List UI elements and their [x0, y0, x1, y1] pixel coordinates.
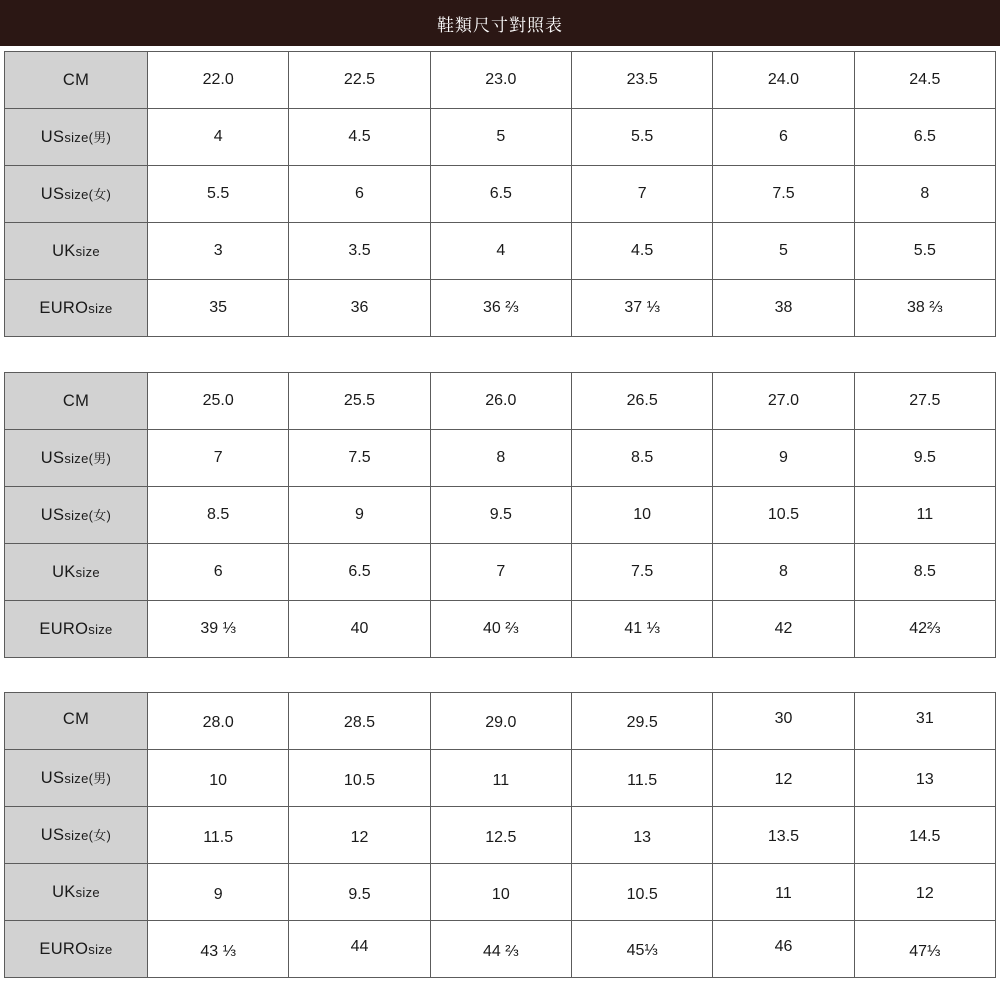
- row-label-us-women: [5, 807, 148, 864]
- cell-text: 9: [213, 886, 223, 903]
- cell: 25.5: [289, 373, 430, 430]
- cell: 8: [430, 430, 571, 487]
- cell-text: 28.0: [202, 714, 234, 731]
- table-row: [5, 601, 996, 658]
- cell: 4.5: [571, 223, 712, 280]
- cell: 4.5: [289, 109, 430, 166]
- cell: 26.0: [430, 373, 571, 430]
- row-label-euro: [5, 921, 148, 978]
- cell: 6.5: [289, 544, 430, 601]
- size-table-3: [4, 692, 996, 978]
- row-label-us-women: [5, 487, 148, 544]
- page-title-text: 鞋類尺寸對照表: [437, 15, 563, 35]
- cell: 26.5: [571, 373, 712, 430]
- cell: [571, 693, 712, 750]
- cell: [289, 693, 430, 750]
- cell: 8.5: [571, 430, 712, 487]
- cell: 25.0: [148, 373, 289, 430]
- cell: [148, 921, 289, 978]
- cell: 6.5: [430, 166, 571, 223]
- cell: 11: [854, 487, 995, 544]
- cell-text: 12: [350, 829, 369, 846]
- row-label-text: UK: [52, 882, 76, 901]
- table-row: [5, 430, 996, 487]
- cell-text: 46: [774, 938, 793, 955]
- table-row: [5, 807, 996, 864]
- cell-text: 10: [491, 886, 510, 903]
- cell-text: 10: [209, 772, 228, 789]
- cell: 22.0: [148, 52, 289, 109]
- row-label-cm: [5, 373, 148, 430]
- cell: 36: [289, 280, 430, 337]
- row-label-us-men: [5, 109, 148, 166]
- row-label-text: US: [40, 769, 65, 787]
- row-label-text: EURO: [39, 939, 89, 958]
- table-row: [5, 373, 996, 430]
- row-label-uk: [5, 864, 148, 921]
- cell: [854, 921, 995, 978]
- cell: [430, 693, 571, 750]
- cell-text: 29.5: [626, 714, 658, 731]
- row-label-subtext: size: [75, 564, 100, 580]
- cell: 3: [148, 223, 289, 280]
- cell: [571, 921, 712, 978]
- cell: [289, 807, 430, 864]
- size-table-1: [4, 51, 996, 337]
- row-label-subtext: size: [88, 621, 113, 637]
- cell-text: 13: [915, 771, 934, 788]
- table-row: [5, 223, 996, 280]
- cell: 37 ⅓: [571, 280, 712, 337]
- cell: [854, 864, 995, 921]
- size-table-2: [4, 372, 996, 658]
- cell-text: 10.5: [343, 772, 376, 789]
- cell-text: 12.5: [485, 829, 517, 846]
- cell: 23.0: [430, 52, 571, 109]
- cell: [854, 693, 995, 750]
- cell: [713, 864, 854, 921]
- cell: 9.5: [854, 430, 995, 487]
- cell-text: 11: [492, 772, 510, 789]
- row-label-text: EURO: [39, 619, 89, 638]
- row-label-subtext: size(女): [64, 508, 112, 523]
- cell: [713, 693, 854, 750]
- cell: 23.5: [571, 52, 712, 109]
- cell: [289, 750, 430, 807]
- cell: 7: [571, 166, 712, 223]
- cell: 7.5: [289, 430, 430, 487]
- cell: 36 ⅔: [430, 280, 571, 337]
- cell: [713, 807, 854, 864]
- cell-text: 12: [774, 771, 793, 788]
- cell: [854, 807, 995, 864]
- cell: [148, 864, 289, 921]
- cell: 8: [854, 166, 995, 223]
- row-label-subtext: size(男): [64, 130, 112, 145]
- cell-text: 45⅓: [626, 942, 658, 959]
- cell-text: 44 ⅔: [483, 943, 519, 960]
- cell: 5.5: [148, 166, 289, 223]
- row-label-us-men: [5, 750, 148, 807]
- cell: [430, 921, 571, 978]
- cell: [713, 750, 854, 807]
- cell: [430, 864, 571, 921]
- cell: 6.5: [854, 109, 995, 166]
- cell: [148, 807, 289, 864]
- table-row: [5, 109, 996, 166]
- cell: 35: [148, 280, 289, 337]
- cell: [148, 693, 289, 750]
- cell: [713, 921, 854, 978]
- cell-text: 11.5: [627, 772, 658, 789]
- cell: 5.5: [571, 109, 712, 166]
- cell: 5.5: [854, 223, 995, 280]
- row-label-subtext: size: [75, 243, 100, 259]
- row-label-text: CM: [62, 70, 90, 89]
- row-label-text: US: [40, 449, 65, 467]
- row-label-subtext: size: [88, 941, 113, 957]
- cell: 40 ⅔: [430, 601, 571, 658]
- table-row: [5, 693, 996, 750]
- cell-text: 12: [915, 885, 934, 902]
- row-label-text: UK: [52, 241, 76, 260]
- cell: 9.5: [430, 487, 571, 544]
- cell: 38 ⅔: [854, 280, 995, 337]
- cell: 41 ⅓: [571, 601, 712, 658]
- table-row: [5, 487, 996, 544]
- row-label-text: US: [40, 506, 65, 524]
- row-label-euro: [5, 601, 148, 658]
- cell: 38: [713, 280, 854, 337]
- table-row: [5, 52, 996, 109]
- cell-text: 30: [774, 710, 793, 727]
- cell: [854, 750, 995, 807]
- cell: [289, 864, 430, 921]
- cell: 5: [430, 109, 571, 166]
- size-table-block-1: [4, 51, 996, 337]
- cell: [148, 750, 289, 807]
- cell: 24.5: [854, 52, 995, 109]
- cell: 7.5: [713, 166, 854, 223]
- cell: [289, 921, 430, 978]
- cell: 42⅔: [854, 601, 995, 658]
- row-label-text: EURO: [39, 298, 89, 317]
- cell: 40: [289, 601, 430, 658]
- cell: 24.0: [713, 52, 854, 109]
- row-label-us-men: [5, 430, 148, 487]
- page-title: [0, 0, 1000, 46]
- cell: 8.5: [854, 544, 995, 601]
- cell: 6: [289, 166, 430, 223]
- cell-text: 31: [915, 710, 934, 727]
- cell: 7.5: [571, 544, 712, 601]
- cell-text: 9.5: [348, 886, 371, 903]
- row-label-text: US: [40, 185, 65, 203]
- cell: 10: [571, 487, 712, 544]
- cell: [430, 807, 571, 864]
- cell: 8: [713, 544, 854, 601]
- table-row: [5, 864, 996, 921]
- cell: 5: [713, 223, 854, 280]
- row-label-cm: [5, 693, 148, 750]
- size-table-block-2: [4, 372, 996, 658]
- cell: 10.5: [713, 487, 854, 544]
- table-row: [5, 544, 996, 601]
- cell-text: 44: [350, 938, 369, 955]
- cell: 9: [713, 430, 854, 487]
- cell: 27.0: [713, 373, 854, 430]
- cell: [571, 750, 712, 807]
- row-label-subtext: size(男): [64, 771, 112, 786]
- cell: 9: [289, 487, 430, 544]
- row-label-cm: [5, 52, 148, 109]
- cell-text: 43 ⅓: [200, 943, 236, 960]
- row-label-text: CM: [62, 391, 90, 410]
- row-label-subtext: size: [88, 300, 113, 316]
- cell: 6: [148, 544, 289, 601]
- row-label-subtext: size: [75, 884, 100, 900]
- row-label-uk: [5, 223, 148, 280]
- cell-text: 11: [775, 885, 792, 902]
- cell: 3.5: [289, 223, 430, 280]
- size-table-block-3: [4, 692, 996, 978]
- row-label-text: US: [40, 128, 65, 146]
- cell: 4: [148, 109, 289, 166]
- cell-text: 14.5: [909, 828, 941, 845]
- table-row: [5, 280, 996, 337]
- cell-text: 28.5: [343, 714, 376, 731]
- cell: 7: [148, 430, 289, 487]
- row-label-euro: [5, 280, 148, 337]
- table-row: [5, 750, 996, 807]
- cell-text: 10.5: [626, 886, 658, 903]
- cell: 42: [713, 601, 854, 658]
- row-label-text: US: [40, 826, 65, 844]
- cell: 7: [430, 544, 571, 601]
- cell-text: 13: [633, 829, 652, 846]
- cell: [571, 864, 712, 921]
- cell-text: 47⅓: [909, 943, 941, 960]
- row-label-subtext: size(女): [64, 828, 112, 843]
- table-row: [5, 921, 996, 978]
- row-label-text: UK: [52, 562, 76, 581]
- cell: 6: [713, 109, 854, 166]
- row-label-uk: [5, 544, 148, 601]
- cell: [430, 750, 571, 807]
- cell: [571, 807, 712, 864]
- cell-text: 13.5: [767, 828, 800, 845]
- cell: 8.5: [148, 487, 289, 544]
- cell-text: 11.5: [203, 829, 234, 846]
- table-row: [5, 166, 996, 223]
- cell: 27.5: [854, 373, 995, 430]
- row-label-us-women: [5, 166, 148, 223]
- row-label-text: CM: [62, 709, 90, 728]
- cell: 22.5: [289, 52, 430, 109]
- cell: 4: [430, 223, 571, 280]
- cell-text: 29.0: [485, 714, 517, 731]
- row-label-subtext: size(男): [64, 451, 112, 466]
- row-label-subtext: size(女): [64, 187, 112, 202]
- cell: 39 ⅓: [148, 601, 289, 658]
